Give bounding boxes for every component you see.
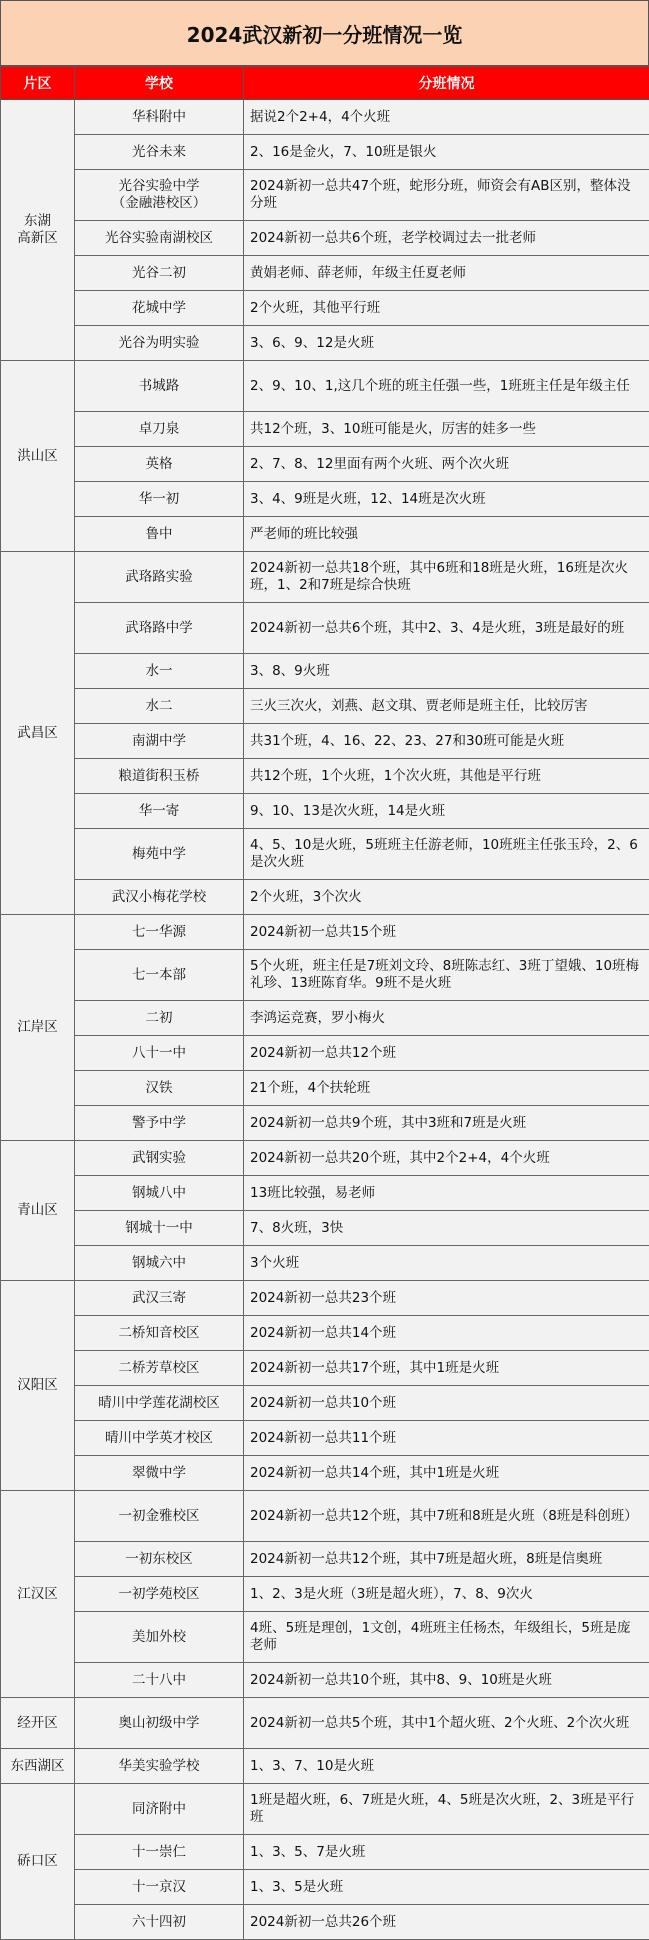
table-row [1, 256, 649, 291]
school-cell: 光谷实验中学 （金融港校区） [75, 170, 244, 221]
table-row [1, 1106, 649, 1141]
school-cell: 英格 [75, 447, 244, 482]
info-cell: 9、10、13是次火班，14是火班 [244, 794, 649, 829]
table-row [1, 829, 649, 880]
table-row [1, 1176, 649, 1211]
table-row [1, 689, 649, 724]
table-row [1, 170, 649, 221]
info-cell: 据说2个2+4，4个火班 [244, 100, 649, 135]
table-row [1, 517, 649, 552]
school-cell: 一初金雅校区 [75, 1491, 244, 1542]
table-row [1, 1141, 649, 1176]
info-cell: 严老师的班比较强 [244, 517, 649, 552]
school-cell: 华一寄 [75, 794, 244, 829]
school-cell: 二桥芳草校区 [75, 1351, 244, 1386]
school-cell: 钢城十一中 [75, 1211, 244, 1246]
table-row [1, 1835, 649, 1870]
info-cell: 1、3、7、10是火班 [244, 1749, 649, 1784]
info-cell: 2、9、10、1,这几个班的班主任强一些，1班班主任是年级主任 [244, 361, 649, 412]
info-cell: 2024新初一总共9个班，其中3班和7班是火班 [244, 1106, 649, 1141]
district-cell: 江汉区 [1, 1491, 75, 1698]
table-row [1, 1281, 649, 1316]
school-cell: 晴川中学莲花湖校区 [75, 1386, 244, 1421]
table-row [1, 1351, 649, 1386]
district-cell: 青山区 [1, 1141, 75, 1281]
info-cell: 1、3、5是火班 [244, 1870, 649, 1905]
info-cell: 2024新初一总共10个班，其中8、9、10班是火班 [244, 1663, 649, 1698]
table-row [1, 1612, 649, 1663]
table-row [1, 880, 649, 915]
info-cell: 2024新初一总共6个班，老学校调过去一批老师 [244, 221, 649, 256]
school-cell: 光谷二初 [75, 256, 244, 291]
table-row [1, 447, 649, 482]
school-cell: 奥山初级中学 [75, 1698, 244, 1749]
info-cell: 黄娟老师、薛老师，年级主任夏老师 [244, 256, 649, 291]
info-cell: 2024新初一总共26个班 [244, 1905, 649, 1940]
table-row [1, 915, 649, 950]
school-cell: 十一京汉 [75, 1870, 244, 1905]
table-row [1, 603, 649, 654]
header-school: 学校 [75, 67, 244, 100]
info-cell: 2024新初一总共5个班，其中1个超火班、2个火班、2个次火班 [244, 1698, 649, 1749]
school-cell: 光谷为明实验 [75, 326, 244, 361]
table-row [1, 1577, 649, 1612]
school-cell: 卓刀泉 [75, 412, 244, 447]
info-cell: 2、7、8、12里面有两个火班、两个次火班 [244, 447, 649, 482]
table-row [1, 1491, 649, 1542]
school-cell: 花城中学 [75, 291, 244, 326]
table-row [1, 1749, 649, 1784]
info-cell: 2024新初一总共15个班 [244, 915, 649, 950]
school-cell: 光谷未来 [75, 135, 244, 170]
table-row [1, 1905, 649, 1940]
school-cell: 美加外校 [75, 1612, 244, 1663]
table-row [1, 1316, 649, 1351]
table-row [1, 1036, 649, 1071]
school-cell: 警予中学 [75, 1106, 244, 1141]
school-cell: 华一初 [75, 482, 244, 517]
table-row [1, 221, 649, 256]
info-cell: 5个火班，班主任是7班刘文玲、8班陈志红、3班丁望娥、10班梅礼珍、13班陈育华。9班不是火班 [244, 950, 649, 1001]
school-cell: 汉铁 [75, 1071, 244, 1106]
school-cell: 武汉小梅花学校 [75, 880, 244, 915]
table-row [1, 326, 649, 361]
info-cell: 1、2、3是火班（3班是超火班），7、8、9次火 [244, 1577, 649, 1612]
district-cell: 经开区 [1, 1698, 75, 1749]
header-row [1, 67, 649, 100]
table-row [1, 1386, 649, 1421]
table-row [1, 1421, 649, 1456]
table-row [1, 724, 649, 759]
page-title: 2024武汉新初一分班情况一览 [0, 0, 649, 66]
info-cell: 2024新初一总共12个班，其中7班是超火班，8班是信奥班 [244, 1542, 649, 1577]
table-row [1, 654, 649, 689]
school-cell: 一初学苑校区 [75, 1577, 244, 1612]
info-cell: 3、4、9班是火班，12、14班是次火班 [244, 482, 649, 517]
info-cell: 2个火班，其他平行班 [244, 291, 649, 326]
school-cell: 同济附中 [75, 1784, 244, 1835]
district-cell: 汉阳区 [1, 1281, 75, 1491]
info-cell: 3、6、9、12是火班 [244, 326, 649, 361]
info-cell: 13班比较强，易老师 [244, 1176, 649, 1211]
table-row [1, 1698, 649, 1749]
table-row [1, 291, 649, 326]
district-cell: 东湖 高新区 [1, 100, 75, 361]
school-cell: 华科附中 [75, 100, 244, 135]
table-row [1, 759, 649, 794]
table-row [1, 1784, 649, 1835]
table-row [1, 1001, 649, 1036]
info-cell: 共31个班，4、16、22、23、27和30班可能是火班 [244, 724, 649, 759]
district-cell: 江岸区 [1, 915, 75, 1141]
table-row [1, 482, 649, 517]
info-cell: 2024新初一总共18个班，其中6班和18班是火班，16班是次火班，1、2和7班是综合快班 [244, 552, 649, 603]
school-cell: 华美实验学校 [75, 1749, 244, 1784]
info-cell: 2个火班，3个次火 [244, 880, 649, 915]
school-cell: 二十八中 [75, 1663, 244, 1698]
school-cell: 晴川中学英才校区 [75, 1421, 244, 1456]
info-cell: 3、8、9火班 [244, 654, 649, 689]
info-cell: 2024新初一总共47个班，蛇形分班，师资会有AB区别，整体没分班 [244, 170, 649, 221]
info-cell: 2、16是金火，7、10班是银火 [244, 135, 649, 170]
school-cell: 水二 [75, 689, 244, 724]
school-cell: 武汉三寄 [75, 1281, 244, 1316]
school-cell: 鲁中 [75, 517, 244, 552]
school-cell: 书城路 [75, 361, 244, 412]
info-cell: 7、8火班，3快 [244, 1211, 649, 1246]
school-cell: 七一本部 [75, 950, 244, 1001]
info-cell: 共12个班，1个火班，1个次火班，其他是平行班 [244, 759, 649, 794]
info-cell: 2024新初一总共12个班 [244, 1036, 649, 1071]
info-cell: 2024新初一总共20个班，其中2个2+4，4个火班 [244, 1141, 649, 1176]
table-row [1, 100, 649, 135]
school-cell: 武珞路实验 [75, 552, 244, 603]
info-cell: 李鸿运竞赛，罗小梅火 [244, 1001, 649, 1036]
district-cell: 硚口区 [1, 1784, 75, 1940]
info-cell: 2024新初一总共12个班，其中7班和8班是火班（8班是科创班） [244, 1491, 649, 1542]
info-cell: 4班、5班是理创，1文创，4班班主任杨杰，年级组长，5班是庞老师 [244, 1612, 649, 1663]
table-row [1, 950, 649, 1001]
school-cell: 八十一中 [75, 1036, 244, 1071]
class-assignment-table [0, 66, 649, 1940]
info-cell: 3个火班 [244, 1246, 649, 1281]
school-cell: 水一 [75, 654, 244, 689]
info-cell: 1、3、5、7是火班 [244, 1835, 649, 1870]
school-cell: 二初 [75, 1001, 244, 1036]
info-cell: 2024新初一总共14个班 [244, 1316, 649, 1351]
school-cell: 翠微中学 [75, 1456, 244, 1491]
info-cell: 2024新初一总共6个班，其中2、3、4是火班，3班是最好的班 [244, 603, 649, 654]
table-row [1, 552, 649, 603]
school-cell: 武钢实验 [75, 1141, 244, 1176]
district-cell: 武昌区 [1, 552, 75, 915]
table-row [1, 1542, 649, 1577]
table-row [1, 135, 649, 170]
table-row [1, 1071, 649, 1106]
school-cell: 梅苑中学 [75, 829, 244, 880]
school-cell: 南湖中学 [75, 724, 244, 759]
table-row [1, 1211, 649, 1246]
table-row [1, 794, 649, 829]
district-cell: 洪山区 [1, 361, 75, 552]
school-cell: 六十四初 [75, 1905, 244, 1940]
school-cell: 钢城六中 [75, 1246, 244, 1281]
school-cell: 武珞路中学 [75, 603, 244, 654]
school-cell: 二桥知音校区 [75, 1316, 244, 1351]
table-row [1, 412, 649, 447]
table-row [1, 1870, 649, 1905]
info-cell: 4、5、10是火班，5班班主任游老师，10班班主任张玉玲，2、6是次火班 [244, 829, 649, 880]
table-row [1, 1246, 649, 1281]
info-cell: 三火三次火，刘燕、赵文琪、贾老师是班主任，比较厉害 [244, 689, 649, 724]
school-cell: 一初东校区 [75, 1542, 244, 1577]
table-row [1, 1456, 649, 1491]
header-info: 分班情况 [244, 67, 649, 100]
school-cell: 钢城八中 [75, 1176, 244, 1211]
table-row [1, 361, 649, 412]
table-row [1, 1663, 649, 1698]
info-cell: 2024新初一总共17个班，其中1班是火班 [244, 1351, 649, 1386]
info-cell: 2024新初一总共10个班 [244, 1386, 649, 1421]
info-cell: 2024新初一总共14个班，其中1班是火班 [244, 1456, 649, 1491]
info-cell: 21个班，4个扶轮班 [244, 1071, 649, 1106]
district-cell: 东西湖区 [1, 1749, 75, 1784]
school-cell: 十一崇仁 [75, 1835, 244, 1870]
table-body [1, 100, 649, 1940]
info-cell: 2024新初一总共23个班 [244, 1281, 649, 1316]
school-cell: 七一华源 [75, 915, 244, 950]
info-cell: 1班是超火班，6、7班是火班，4、5班是次火班，2、3班是平行班 [244, 1784, 649, 1835]
school-cell: 光谷实验南湖校区 [75, 221, 244, 256]
school-cell: 粮道街积玉桥 [75, 759, 244, 794]
info-cell: 2024新初一总共11个班 [244, 1421, 649, 1456]
info-cell: 共12个班，3、10班可能是火，厉害的娃多一些 [244, 412, 649, 447]
header-district: 片区 [1, 67, 75, 100]
